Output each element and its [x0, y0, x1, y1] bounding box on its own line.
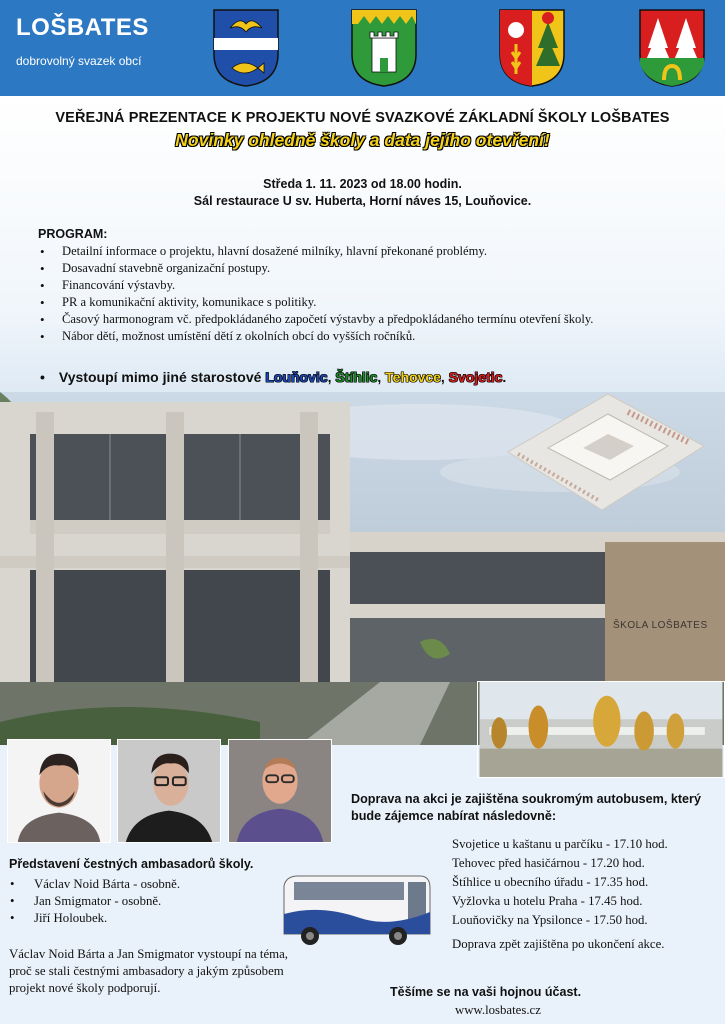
bus-stop: Vyžlovka u hotelu Praha - 17.45 hod. [452, 894, 643, 908]
mayors-prefix: Vystoupí mimo jiné starostové [58, 369, 262, 385]
return-transport-note: Doprava zpět zajištěna po ukončení akce. [452, 937, 665, 951]
program-item: • Detailní informace o projektu, hlavní dosažené milníky, hlavní překonané problémy. [38, 243, 618, 260]
bus-icon [280, 868, 432, 954]
closing-line: Těšíme se na vaši hojnou účast. [390, 985, 582, 999]
school-model-image [498, 392, 710, 514]
building-sign: ŠKOLA LOŠBATES [613, 620, 708, 631]
mayors-separator: , [377, 369, 386, 385]
bus-stops-list [452, 835, 668, 930]
bus-stop: Svojetice u kaštanu u parčíku - 17.10 hod. [452, 837, 668, 851]
portrait-jan-smigmator [117, 739, 221, 843]
ambassadors-title: Představení čestných ambasadorů školy. [9, 857, 254, 871]
portrait-vaclav-noid-barta [7, 739, 111, 843]
event-headline: VEŘEJNÁ PREZENTACE K PROJEKTU NOVÉ SVAZKOVÉ ZÁKLADNÍ ŠKOLY LOŠBATES [55, 110, 670, 126]
crest-fir-horseshoe-icon [638, 8, 706, 88]
portrait-jiri-holoubek [228, 739, 332, 843]
ambassador-item: • Jiří Holoubek. [9, 910, 180, 927]
event-venue: Sál restaurace U sv. Huberta, Horní náves 15, Louňovice. [193, 194, 532, 208]
program-item: • Časový harmonogram vč. předpokládaného započetí výstavby a předpokládaného termínu otevření školy. [38, 311, 618, 328]
program-item: • PR a komunikační aktivity, komunikace s politiky. [38, 294, 618, 311]
ambassador-item: • Jan Smigmator - osobně. [9, 893, 180, 910]
header-band [0, 0, 725, 96]
mayors-separator: , [327, 369, 336, 385]
bus-stop: Louňovičky na Ypsilonce - 17.50 hod. [452, 913, 648, 927]
program-title: PROGRAM: [38, 227, 108, 241]
crest-wheat-tree-icon [498, 8, 566, 88]
town-tehovec: Tehovce [385, 369, 441, 385]
town-lounovice: Louňovic [265, 369, 328, 385]
crest-tower-icon [350, 8, 418, 88]
brand [16, 14, 149, 68]
event-subheadline: Novinky ohledně školy a data jejího otevření! [175, 130, 550, 150]
bus-stop: Tehovec před hasičárnou - 17.20 hod. [452, 856, 645, 870]
event-date-time: Středa 1. 11. 2023 od 18.00 hodin. [263, 177, 462, 191]
crest-bird-fish-icon [212, 8, 280, 88]
program-item: • Financování výstavby. [38, 277, 618, 294]
brand-subtitle: dobrovolný svazek obcí [16, 54, 142, 68]
town-stihlice: Štíhlic [335, 369, 378, 385]
mayors-bullet-icon: • [40, 369, 45, 385]
school-exterior-photo [477, 681, 725, 778]
ambassadors-description: Václav Noid Bárta a Jan Smigmator vystoupí na téma, proč se stali čestnými ambasadory a jakým způsobem projekt nové školy podporují. [9, 947, 288, 995]
ambassador-item: • Václav Noid Bárta - osobně. [9, 876, 180, 893]
program-item: • Nábor dětí, možnost umístění dětí z okolních obcí do vyšších ročníků. [38, 328, 618, 345]
mayors-line [40, 369, 506, 385]
website-link[interactable]: www.losbates.cz [455, 1003, 541, 1017]
mayors-separator: , [440, 369, 449, 385]
bus-stop: Štíhlice u obecního úřadu - 17.35 hod. [452, 875, 649, 889]
brand-name: LOŠBATES [16, 14, 149, 41]
program-list [38, 243, 618, 345]
ambassadors-list [9, 876, 180, 927]
transport-title: Doprava na akci je zajištěna soukromým autobusem, který bude zájemce nabírat následovně: [351, 792, 701, 823]
mayors-suffix: . [502, 369, 507, 385]
town-svojetice: Svojetic [448, 369, 503, 385]
program-item: • Dosavadní stavebně organizační postupy. [38, 260, 618, 277]
